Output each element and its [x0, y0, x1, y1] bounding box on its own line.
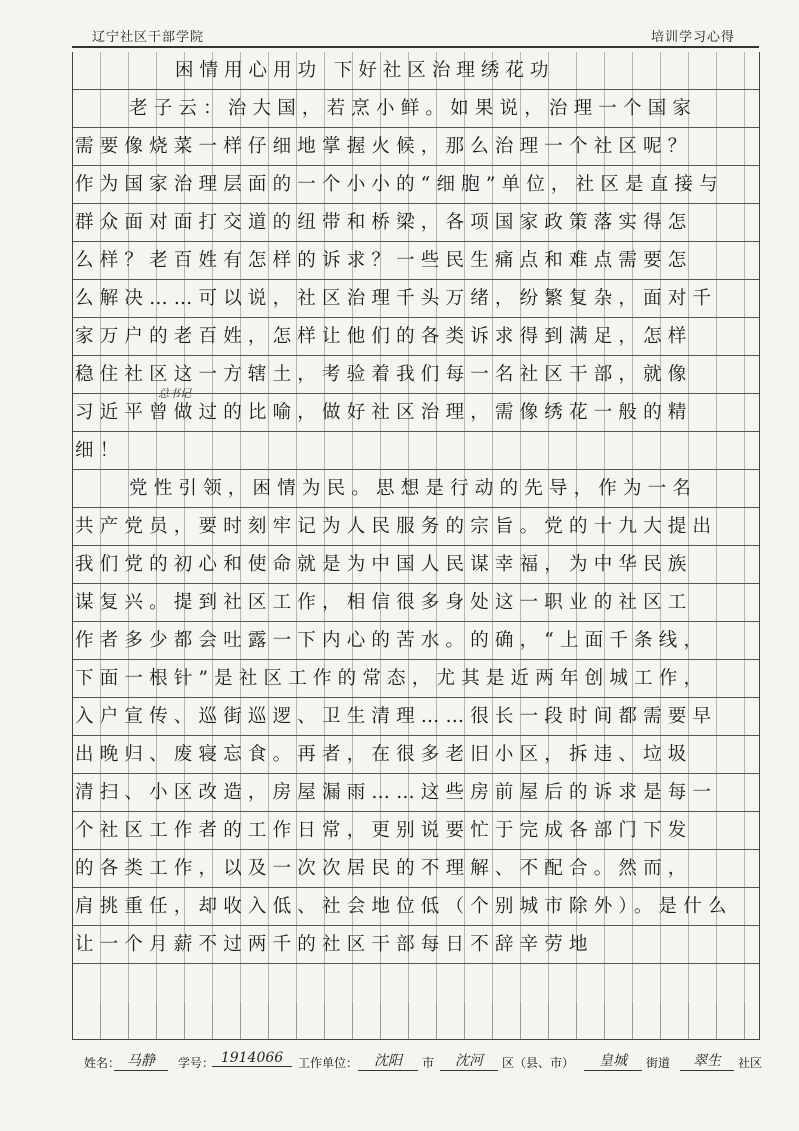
blank-row — [73, 964, 759, 1002]
text-row — [73, 90, 759, 128]
essay-line: 共产党员，要时刻牢记为人民服务的宗旨。党的十九大提出 — [75, 516, 718, 537]
essay-line: 作为国家治理层面的一个小小的“细胞”单位，社区是直接与 — [75, 174, 724, 195]
text-row — [73, 698, 759, 736]
text-row — [73, 204, 759, 242]
text-row — [73, 128, 759, 166]
city-value: 沈阳 — [358, 1050, 418, 1071]
text-row — [73, 584, 759, 622]
essay-line: 谋复兴。提到社区工作，相信很多身处这一职业的社区工 — [75, 592, 693, 613]
text-row — [73, 926, 759, 964]
district-value: 沈河 — [440, 1050, 498, 1071]
id-label: 学号： — [178, 1056, 215, 1070]
essay-line: 肩挑重任，却收入低、社会地位低（个别城市除外）。是什么 — [75, 896, 733, 917]
community-value: 翠生 — [680, 1050, 734, 1071]
essay-line: 需要像烧菜一样仔细地掌握火候，那么治理一个社区呢？ — [75, 136, 693, 157]
city-suffix: 市 — [422, 1056, 435, 1070]
street-suffix: 街道 — [646, 1056, 671, 1070]
text-row — [73, 280, 759, 318]
text-row — [73, 387, 759, 432]
text-row — [73, 318, 759, 356]
essay-line: 个社区工作者的工作日常，更别说要忙于完成各部门下发 — [75, 820, 693, 841]
text-row — [73, 736, 759, 774]
text-row — [73, 622, 759, 660]
essay-line: 党性引领，困情为民。思想是行动的先导，作为一名 — [129, 478, 698, 499]
text-row — [73, 546, 759, 584]
essay-line: 群众面对面打交道的纽带和桥梁，各项国家政策落实得怎 — [75, 212, 693, 233]
essay-line: 细！ — [75, 440, 125, 461]
essay-line: 老子云：治大国，若烹小鲜。如果说，治理一个国家 — [129, 98, 698, 119]
text-row — [73, 432, 759, 470]
essay-line: 习近平曾做过的比喻，做好社区治理，需像绣花一般的精 — [75, 402, 693, 423]
essay-line: 作者多少都会吐露一下内心的苦水。的确，“上面千条线， — [75, 630, 709, 651]
text-row — [73, 888, 759, 926]
essay-line: 下面一根针”是社区工作的常态，尤其是近两年创城工作， — [75, 668, 709, 689]
text-row — [73, 812, 759, 850]
essay-line: 家万户的老百姓，怎样让他们的各类诉求得到满足，怎样 — [75, 326, 693, 347]
text-row — [73, 242, 759, 280]
text-row — [73, 850, 759, 888]
text-row — [73, 774, 759, 812]
essay-line: 出晚归、废寝忘食。再者，在很多老旧小区，拆违、垃圾 — [75, 744, 693, 765]
writing-grid — [72, 52, 760, 1040]
handwritten-annotation: 总书记 — [158, 387, 191, 400]
header-doc-type: 培训学习心得 — [650, 30, 735, 45]
header-school-name: 辽宁社区干部学院 — [92, 30, 205, 45]
essay-line: 的各类工作，以及一次次居民的不理解、不配合。然而， — [75, 858, 693, 879]
essay-line: 么样？老百姓有怎样的诉求？一些民生痛点和难点需要怎 — [75, 250, 693, 271]
grid-rows — [73, 52, 759, 1002]
text-row — [73, 470, 759, 508]
id-value: 1914066 — [212, 1050, 292, 1067]
essay-line: 么解决……可以说，社区治理千头万绪，纷繁复杂，面对千 — [75, 288, 718, 309]
text-row — [73, 508, 759, 546]
street-value: 皇城 — [584, 1050, 642, 1071]
essay-title: 困情用心用功 下好社区治理绣花功 — [175, 60, 555, 81]
text-row — [73, 166, 759, 204]
title-row — [73, 52, 759, 90]
work-unit-label: 工作单位： — [298, 1056, 359, 1070]
name-value: 马静 — [114, 1050, 168, 1071]
essay-line: 稳住社区这一方辖土，考验着我们每一名社区干部，就像 — [75, 364, 693, 385]
essay-line: 清扫、小区改造，房屋漏雨……这些房前屋后的诉求是每一 — [75, 782, 718, 803]
header-rule — [72, 46, 759, 48]
community-suffix: 社区 — [738, 1056, 763, 1070]
essay-line: 入户宣传、巡街巡逻、卫生清理……很长一段时间都需要早 — [75, 706, 718, 727]
district-suffix: 区（县、市） — [502, 1056, 575, 1070]
name-label: 姓名： — [84, 1056, 121, 1070]
student-info-footer — [84, 1050, 784, 1074]
text-row — [73, 660, 759, 698]
essay-line: 我们党的初心和使命就是为中国人民谋幸福，为中华民族 — [75, 554, 693, 575]
essay-line: 让一个月薪不过两千的社区干部每日不辞辛劳地 — [75, 934, 594, 955]
